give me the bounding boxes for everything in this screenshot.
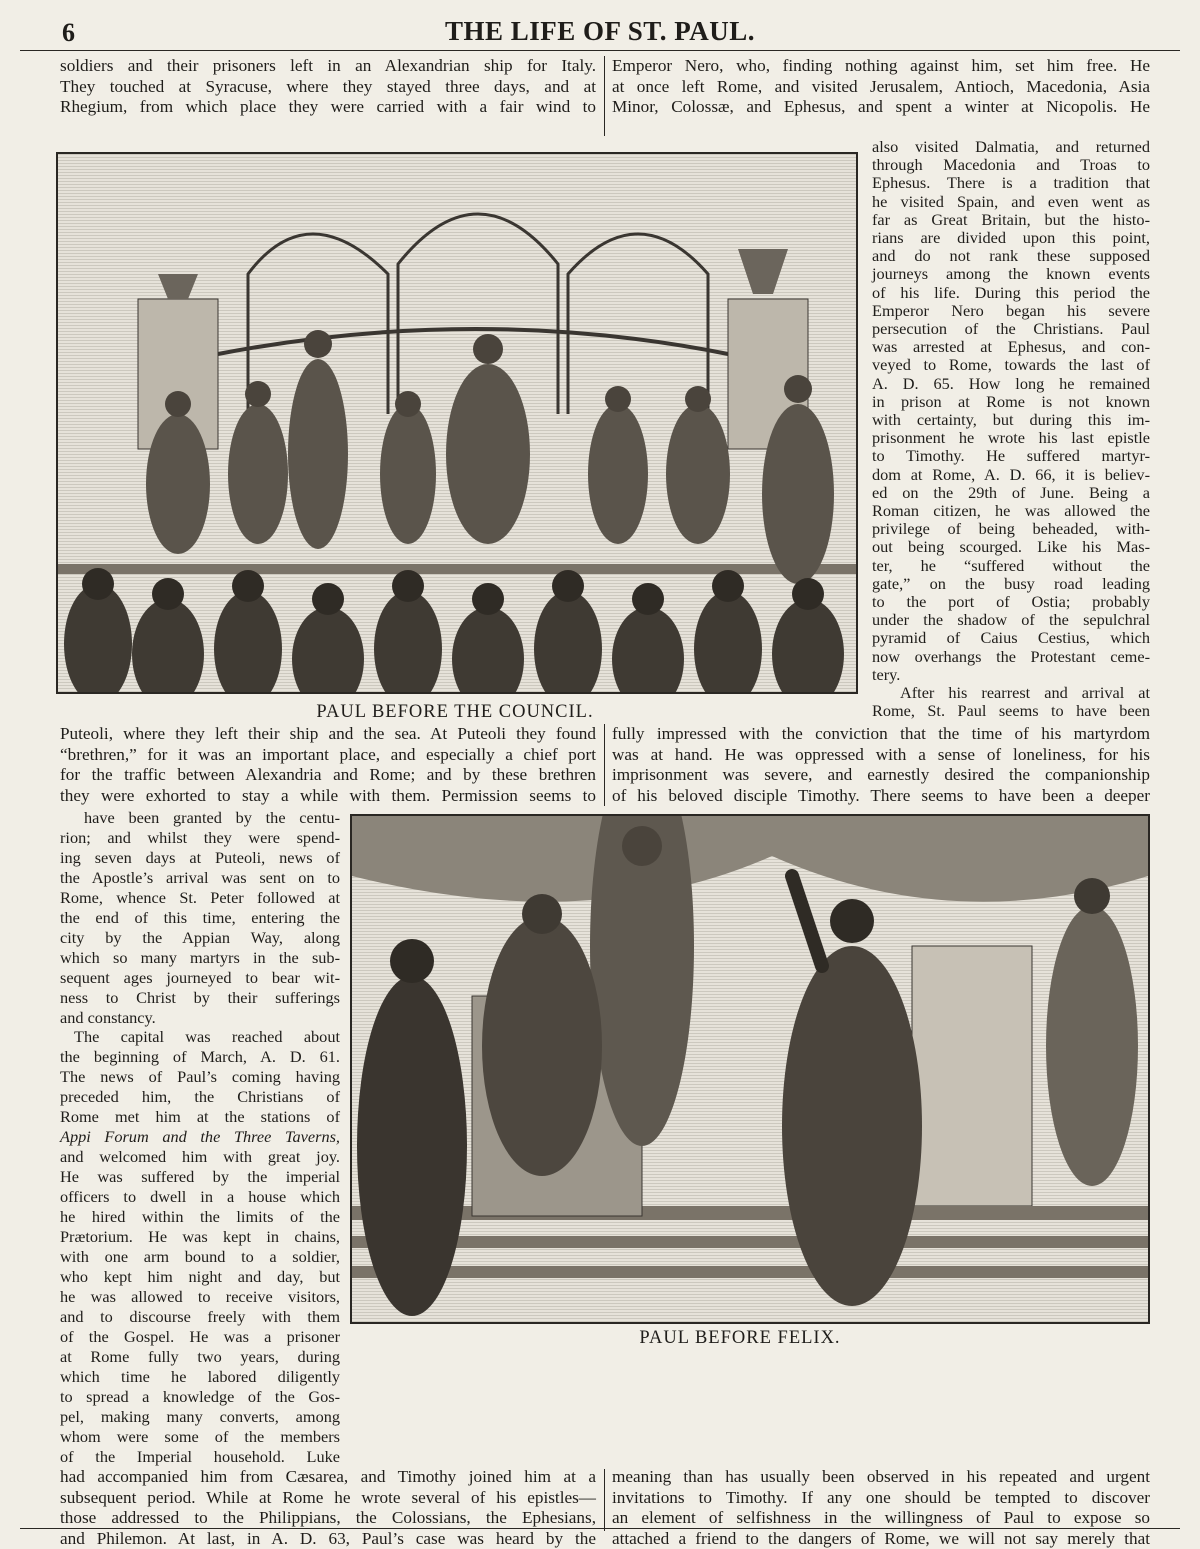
text-line: prisonment he wrote his last epistle: [872, 428, 1150, 448]
text-line: who kept him night and day, but: [60, 1266, 340, 1286]
text-line: far as Great Britain, but the histo-: [872, 209, 1150, 229]
text-line: fully impressed with the conviction that the time of his martyrdom: [612, 724, 1150, 743]
text-line: now overhangs the Protestant ceme-: [872, 646, 1150, 666]
text-line: of his beloved disciple Timothy. There seems to have been a deeper: [612, 785, 1150, 805]
text-line: city by the Appian Way, along: [60, 927, 340, 947]
text-line: ed on the 29th of June. Being a: [872, 482, 1150, 502]
text-line: attached a friend to the dangers of Rome, we will not say merely that: [612, 1528, 1150, 1548]
text-line: had accompanied him from Cæsarea, and Timothy joined him at a: [60, 1467, 596, 1486]
text-line: under the shadow of the sepulchral: [872, 610, 1150, 630]
text-line: soldiers and their prisoners left in an Alexandrian ship for Italy.: [60, 56, 596, 75]
felix-engraving: [350, 814, 1150, 1324]
text-line: journeys among the known events: [872, 264, 1150, 284]
figure2-caption: PAUL BEFORE FELIX.: [639, 1328, 841, 1348]
text-line: preceded him, the Christians of: [60, 1087, 340, 1107]
text-line: invitations to Timothy. If any one should be tempted to discover: [612, 1487, 1150, 1507]
text-line: A. D. 65. How long he remained: [872, 373, 1150, 393]
text-line: of his life. During this period the: [872, 282, 1150, 302]
text-line: Appi Forum and the Three Taverns,: [60, 1127, 340, 1147]
block2-left-text: [60, 724, 596, 806]
text-line: out being scourged. Like his Mas-: [872, 537, 1150, 557]
text-line: He was suffered by the imperial: [60, 1167, 340, 1187]
text-line: an element of selfishness in the willingness of Paul to expose so: [612, 1508, 1150, 1528]
left-column-text: [60, 808, 340, 1466]
text-line: imprisonment was severe, and earnestly desired the companionship: [612, 765, 1150, 785]
text-line: subsequent period. While at Rome he wrote several of his epistles—: [60, 1487, 596, 1507]
text-line: ness to Christ by their sufferings: [60, 987, 340, 1007]
text-line: have been granted by the centu-: [84, 808, 340, 827]
text-line: with certainty, but during this im-: [872, 410, 1150, 430]
text-line: The news of Paul’s coming having: [60, 1067, 340, 1087]
text-line: ter, he “suffered without the: [872, 555, 1150, 575]
text-line: Minor, Colossæ, and Ephesus, and spent a winter at Nicopolis. He: [612, 97, 1150, 117]
text-line: whom were some of the members: [60, 1426, 340, 1446]
block3-right-text: [612, 1467, 1150, 1549]
text-line: through Macedonia and Troas to: [872, 155, 1150, 175]
text-line: meaning than has usually been observed in his repeated and urgent: [612, 1467, 1150, 1486]
page-number: 6: [62, 18, 75, 47]
text-line: at once left Rome, and visited Jerusalem, Antioch, Macedonia, Asia: [612, 76, 1150, 96]
text-line: to the port of Ostia; probably: [872, 592, 1150, 612]
text-line: Rome, St. Paul seems to have been: [872, 701, 1150, 721]
text-line: veyed to Rome, towards the last of: [872, 355, 1150, 375]
text-line: privilege of being beheaded, with-: [872, 519, 1150, 539]
block1-left-text: [60, 56, 596, 118]
text-line: Prætorium. He was kept in chains,: [60, 1227, 340, 1247]
column-divider: [604, 724, 605, 806]
column-divider: [604, 1469, 605, 1531]
text-line: also visited Dalmatia, and returned: [872, 137, 1150, 156]
text-line: Emperor Nero began his severe: [872, 300, 1150, 320]
text-line: Rhegium, from which place they were carried with a fair wind to: [60, 97, 596, 117]
text-line: They touched at Syracuse, where they stayed three days, and at: [60, 76, 596, 96]
text-line: for the traffic between Alexandria and Rome; and by these brethren: [60, 765, 596, 785]
text-line: and constancy.: [60, 1007, 156, 1027]
text-line: in prison at Rome is not known: [872, 391, 1150, 411]
text-line: dom at Rome, A. D. 66, it is believ-: [872, 464, 1150, 484]
text-line: he was allowed to receive visitors,: [60, 1286, 340, 1306]
text-line: persecution of the Christians. Paul: [872, 319, 1150, 339]
text-line: the beginning of March, A. D. 61.: [60, 1047, 340, 1067]
text-line: they were exhorted to stay a while with them. Permission seems to: [60, 785, 596, 805]
text-line: Roman citizen, he was allowed the: [872, 501, 1150, 521]
text-line: and Philemon. At last, in A. D. 63, Paul’s case was heard by the: [60, 1528, 596, 1548]
text-line: which so many martyrs in the sub-: [60, 947, 340, 967]
figure1-caption: PAUL BEFORE THE COUNCIL.: [316, 702, 594, 722]
text-line: was at hand. He was oppressed with a sense of loneliness, for his: [612, 744, 1150, 764]
council-engraving: [56, 152, 858, 694]
text-line: of the Imperial household. Luke: [60, 1446, 340, 1466]
text-line: the end of this time, entering the: [60, 907, 340, 927]
text-line: he hired within the limits of the: [60, 1207, 340, 1227]
text-line: of the Gospel. He was a prisoner: [60, 1326, 340, 1346]
text-line: at Rome fully two years, during: [60, 1346, 340, 1366]
text-line: pyramid of Caius Cestius, which: [872, 628, 1150, 648]
text-line: ing seven days at Puteoli, news of: [60, 847, 340, 867]
text-line: officers to dwell in a house which: [60, 1187, 340, 1207]
text-line: and to discourse freely with them: [60, 1306, 340, 1326]
block2-right-text: [612, 724, 1150, 806]
text-line: “brethren,” for it was an important place, and especially a chief port: [60, 744, 596, 764]
text-line: the Apostle’s arrival was sent on to: [60, 867, 340, 887]
text-line: The capital was reached about: [74, 1027, 340, 1047]
text-line: those addressed to the Philippians, the Colossians, the Ephesians,: [60, 1508, 596, 1528]
text-line: which time he labored diligently: [60, 1366, 340, 1386]
text-line: Emperor Nero, who, finding nothing against him, set him free. He: [612, 56, 1150, 75]
text-line: After his rearrest and arrival at: [900, 683, 1150, 703]
text-line: was arrested at Ephesus, and con-: [872, 337, 1150, 357]
text-line: pel, making many converts, among: [60, 1406, 340, 1426]
text-line: rians are divided upon this point,: [872, 228, 1150, 248]
running-title: THE LIFE OF ST. PAUL.: [444, 16, 756, 46]
side-column-text: [872, 138, 1150, 721]
text-line: with one arm bound to a soldier,: [60, 1246, 340, 1266]
text-line: Ephesus. There is a tradition that: [872, 173, 1150, 193]
column-divider: [604, 56, 605, 136]
text-line: sequent ages journeyed to bear wit-: [60, 967, 340, 987]
header-rule: [20, 50, 1180, 51]
text-line: to Timothy. He suffered martyr-: [872, 446, 1150, 466]
text-line: Rome met him at the stations of: [60, 1107, 340, 1127]
text-line: Rome, whence St. Peter followed at: [60, 887, 340, 907]
text-line: he visited Spain, and even went as: [872, 191, 1150, 211]
text-line: and welcomed him with great joy.: [60, 1147, 340, 1167]
block1-right-text: [612, 56, 1150, 118]
block3-left-text: [60, 1467, 596, 1549]
text-line: and do not rank these supposed: [872, 246, 1150, 266]
text-line: rion; and whilst they were spend-: [60, 827, 340, 847]
text-line: tery.: [872, 664, 901, 684]
text-line: Puteoli, where they left their ship and the sea. At Puteoli they found: [60, 724, 596, 743]
text-line: gate,” on the busy road leading: [872, 573, 1150, 593]
text-line: to spread a knowledge of the Gos-: [60, 1386, 340, 1406]
